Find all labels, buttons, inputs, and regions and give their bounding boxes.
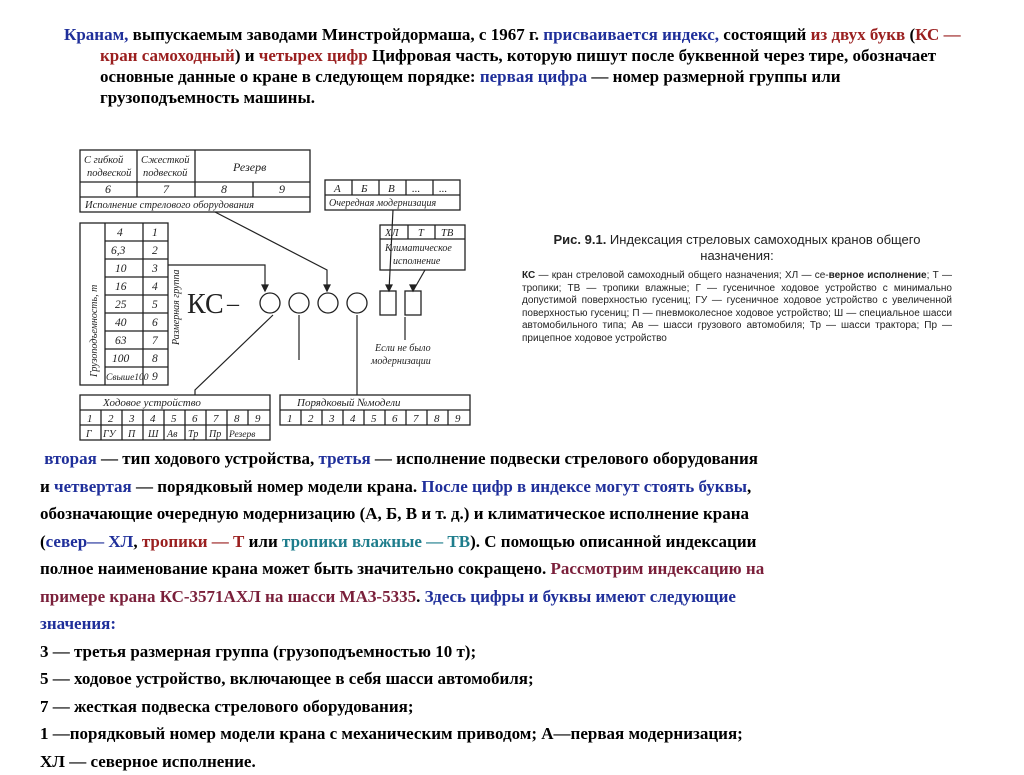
chassis-table — [80, 395, 270, 440]
climate-label-1: Климатическое — [384, 243, 452, 254]
mod-letter-b: Б — [360, 183, 368, 195]
intro-s7: КС — кран самоходный — [100, 25, 961, 65]
intro-s3: присваивается индекс, — [543, 25, 719, 44]
susp-col2-line2: подвеской — [143, 168, 188, 179]
cap-group-3: 3 — [151, 263, 158, 275]
model-label: Порядковый №модели — [296, 397, 401, 409]
body-line-8: 3 — третья размерная группа (грузоподъемностью 10 т); — [40, 638, 1015, 666]
body-l6c: Здесь цифры и буквы имеют следующие — [425, 587, 736, 606]
body-l4b: север— ХЛ — [46, 532, 134, 551]
mod-letter-4: ... — [412, 183, 420, 195]
susp-col3: Резерв — [232, 160, 266, 174]
body-line-5 — [40, 555, 1015, 583]
index-climate-box — [405, 291, 421, 315]
index-digit-1 — [260, 293, 280, 313]
cap-val-2: 6,3 — [111, 245, 126, 257]
cap-group-8: 8 — [152, 353, 158, 365]
ch-n8: 8 — [234, 413, 240, 425]
cap-group-7: 7 — [152, 335, 159, 347]
intro-s1: Кранам, — [64, 25, 128, 44]
md-n9: 9 — [455, 413, 461, 425]
intro-paragraph — [64, 24, 964, 108]
intro-s5: из двух букв — [811, 25, 906, 44]
mod-letter-a: А — [333, 183, 341, 195]
cap-val-9: Свыше100 — [106, 373, 149, 383]
caption-title — [522, 232, 952, 264]
ch-c2: ГУ — [102, 429, 117, 440]
md-n7: 7 — [413, 413, 419, 425]
body-line-12: ХЛ — северное исполнение. — [40, 748, 1015, 775]
intro-s4: состоящий — [719, 25, 811, 44]
body-l1d: — исполнение подвески стрелового оборудования — [371, 449, 758, 468]
index-digit-2 — [289, 293, 309, 313]
cap-group-1: 1 — [152, 227, 158, 239]
body-line-4 — [40, 528, 1015, 556]
ch-c6: Тр — [188, 429, 198, 440]
index-dash: – — [226, 291, 240, 317]
capacity-side-label: Грузоподъемность, т — [89, 285, 100, 378]
climate-t: Т — [418, 228, 425, 239]
body-l4a: ( — [40, 532, 46, 551]
body-l2c: — порядковый номер модели крана. — [132, 477, 422, 496]
ch-c1: Г — [85, 429, 92, 440]
mod-letter-5: ... — [439, 183, 447, 195]
index-mod-box — [380, 291, 396, 315]
caption-t4: ; Т — тропики; ТВ — тропики влажные; Г — гусеничное ходовое устройство с минимально допустимой поверхностью гусениц; ГУ — гусеничное ходовое устройство с увеличенной поверхностью гусениц; П — пневмоколесное ходовое устройство; Ш — специальное шасси автомобильного типа; Ав — шасси грузового автомобиля; Тр — шасси трактора; Пр — прицепное ходовое устройство — [522, 270, 952, 344]
body-l4e: или — [244, 532, 282, 551]
caption-fig-number: Рис. 9.1. — [554, 232, 607, 247]
intro-s2: выпускаемым заводами Минстройдормаша, с 1967 г. — [128, 25, 543, 44]
body-l4f: тропики влажные — ТВ — [282, 532, 470, 551]
caption-title-text: Индексация стреловых самоходных кранов общего назначения: — [606, 232, 920, 263]
intro-s9: четырех цифр — [259, 46, 368, 65]
susp-col2-line1: Сжесткой — [141, 155, 190, 166]
md-n8: 8 — [434, 413, 440, 425]
cap-val-6: 40 — [115, 317, 127, 329]
model-table — [280, 395, 470, 425]
ch-n1: 1 — [87, 413, 93, 425]
cap-val-3: 10 — [115, 263, 127, 275]
intro-s8: ) и — [235, 46, 259, 65]
body-l1b: — тип ходового устройства, — [97, 449, 319, 468]
body-l2e: , — [747, 477, 751, 496]
index-digit-4 — [347, 293, 367, 313]
body-line-10: 7 — жесткая подвеска стрелового оборудования; — [40, 693, 1015, 721]
intro-s10: Цифровая часть, которую пишут после буквенной через тире, обозначает основные данные о кране в следующем порядке: — [100, 46, 936, 86]
md-n1: 1 — [287, 413, 293, 425]
no-mod-1: Если не было — [374, 343, 431, 354]
caption-text — [522, 270, 952, 345]
susp-num-8: 8 — [221, 182, 227, 196]
susp-label: Исполнение стрелового оборудования — [84, 200, 254, 211]
body-line-2 — [40, 473, 1015, 501]
ch-n3: 3 — [128, 413, 135, 425]
intro-s11: первая цифра — [480, 67, 587, 86]
no-mod-2: модернизации — [370, 356, 431, 367]
ch-c7: Пр — [208, 429, 221, 440]
md-n2: 2 — [308, 413, 314, 425]
body-l4d: тропики — Т — [142, 532, 245, 551]
ch-n7: 7 — [213, 413, 219, 425]
capacity-table — [80, 223, 182, 385]
ch-n5: 5 — [171, 413, 177, 425]
body-l2d: После цифр в индексе могут стоять буквы — [421, 477, 747, 496]
crane-index-diagram — [75, 145, 545, 445]
md-n6: 6 — [392, 413, 398, 425]
md-n3: 3 — [328, 413, 335, 425]
figure-caption — [522, 232, 952, 345]
cap-group-9: 9 — [152, 371, 158, 383]
intro-s6: ( — [905, 25, 915, 44]
body-l1c: третья — [319, 449, 371, 468]
body-line-6 — [40, 583, 1015, 611]
cap-val-8: 100 — [112, 353, 130, 365]
capacity-group-label: Размерная группа — [171, 269, 182, 346]
body-line-1 — [40, 445, 1015, 473]
body-l5b: Рассмотрим индексацию на — [550, 559, 764, 578]
ch-c4: Ш — [147, 429, 159, 440]
cap-val-7: 63 — [115, 335, 127, 347]
susp-num-7: 7 — [163, 182, 170, 196]
suspension-table — [80, 150, 310, 212]
cap-group-2: 2 — [152, 245, 158, 257]
cap-group-5: 5 — [152, 299, 158, 311]
modernization-table — [325, 180, 460, 210]
ch-n9: 9 — [255, 413, 261, 425]
caption-t1: КС — [522, 270, 535, 281]
climate-xl: ХЛ — [384, 228, 399, 239]
md-n4: 4 — [350, 413, 356, 425]
climate-label-2: исполнение — [393, 256, 441, 267]
body-line-3: обозначающие очередную модернизацию (А, Б, В и т. д.) и климатическое исполнение крана — [40, 500, 1015, 528]
cap-group-4: 4 — [152, 281, 158, 293]
ch-c3: П — [127, 429, 136, 440]
body-l2a: и — [40, 477, 54, 496]
caption-t2: — кран стреловой самоходный общего назначения; ХЛ — се- — [535, 270, 828, 281]
mod-letter-v: В — [388, 183, 395, 195]
md-n5: 5 — [371, 413, 377, 425]
caption-t3: верное исполнение — [829, 270, 927, 281]
cap-val-5: 25 — [115, 299, 127, 311]
chassis-label: Ходовое устройство — [102, 397, 201, 409]
ch-n4: 4 — [150, 413, 156, 425]
body-l4c: , — [133, 532, 142, 551]
susp-num-9: 9 — [279, 182, 285, 196]
index-letters: КС — [187, 289, 224, 320]
body-l5a: полное наименование крана может быть значительно сокращено. — [40, 559, 550, 578]
climate-tv: ТВ — [441, 228, 454, 239]
cap-val-1: 4 — [117, 227, 123, 239]
body-l6a: примере крана КС-3571АХЛ на шасси МАЗ-5335 — [40, 587, 416, 606]
ch-n2: 2 — [108, 413, 114, 425]
index-digit-3 — [318, 293, 338, 313]
mod-label: Очередная модернизация — [329, 198, 437, 209]
index-row — [187, 289, 421, 320]
body-line-7: значения: — [40, 610, 1015, 638]
susp-num-6: 6 — [105, 182, 111, 196]
body-text — [40, 445, 1015, 775]
ch-c5: Ав — [166, 429, 178, 440]
body-l1a: вторая — [44, 449, 97, 468]
cap-group-6: 6 — [152, 317, 158, 329]
body-line-9: 5 — ходовое устройство, включающее в себя шасси автомобиля; — [40, 665, 1015, 693]
ch-c8: Резерв — [228, 430, 255, 440]
climate-table — [380, 225, 465, 270]
intro-s12: — номер размерной группы или грузоподъемность машины. — [100, 67, 841, 107]
susp-col1-line2: подвеской — [87, 168, 132, 179]
susp-col1-line1: С гибкой — [84, 155, 124, 166]
cap-val-4: 16 — [115, 281, 127, 293]
body-l4g: ). С помощью описанной индексации — [470, 532, 756, 551]
body-line-11: 1 —порядковый номер модели крана с механическим приводом; А—первая модернизация; — [40, 720, 1015, 748]
body-l6b: . — [416, 587, 425, 606]
body-l2b: четвертая — [54, 477, 132, 496]
ch-n6: 6 — [192, 413, 198, 425]
